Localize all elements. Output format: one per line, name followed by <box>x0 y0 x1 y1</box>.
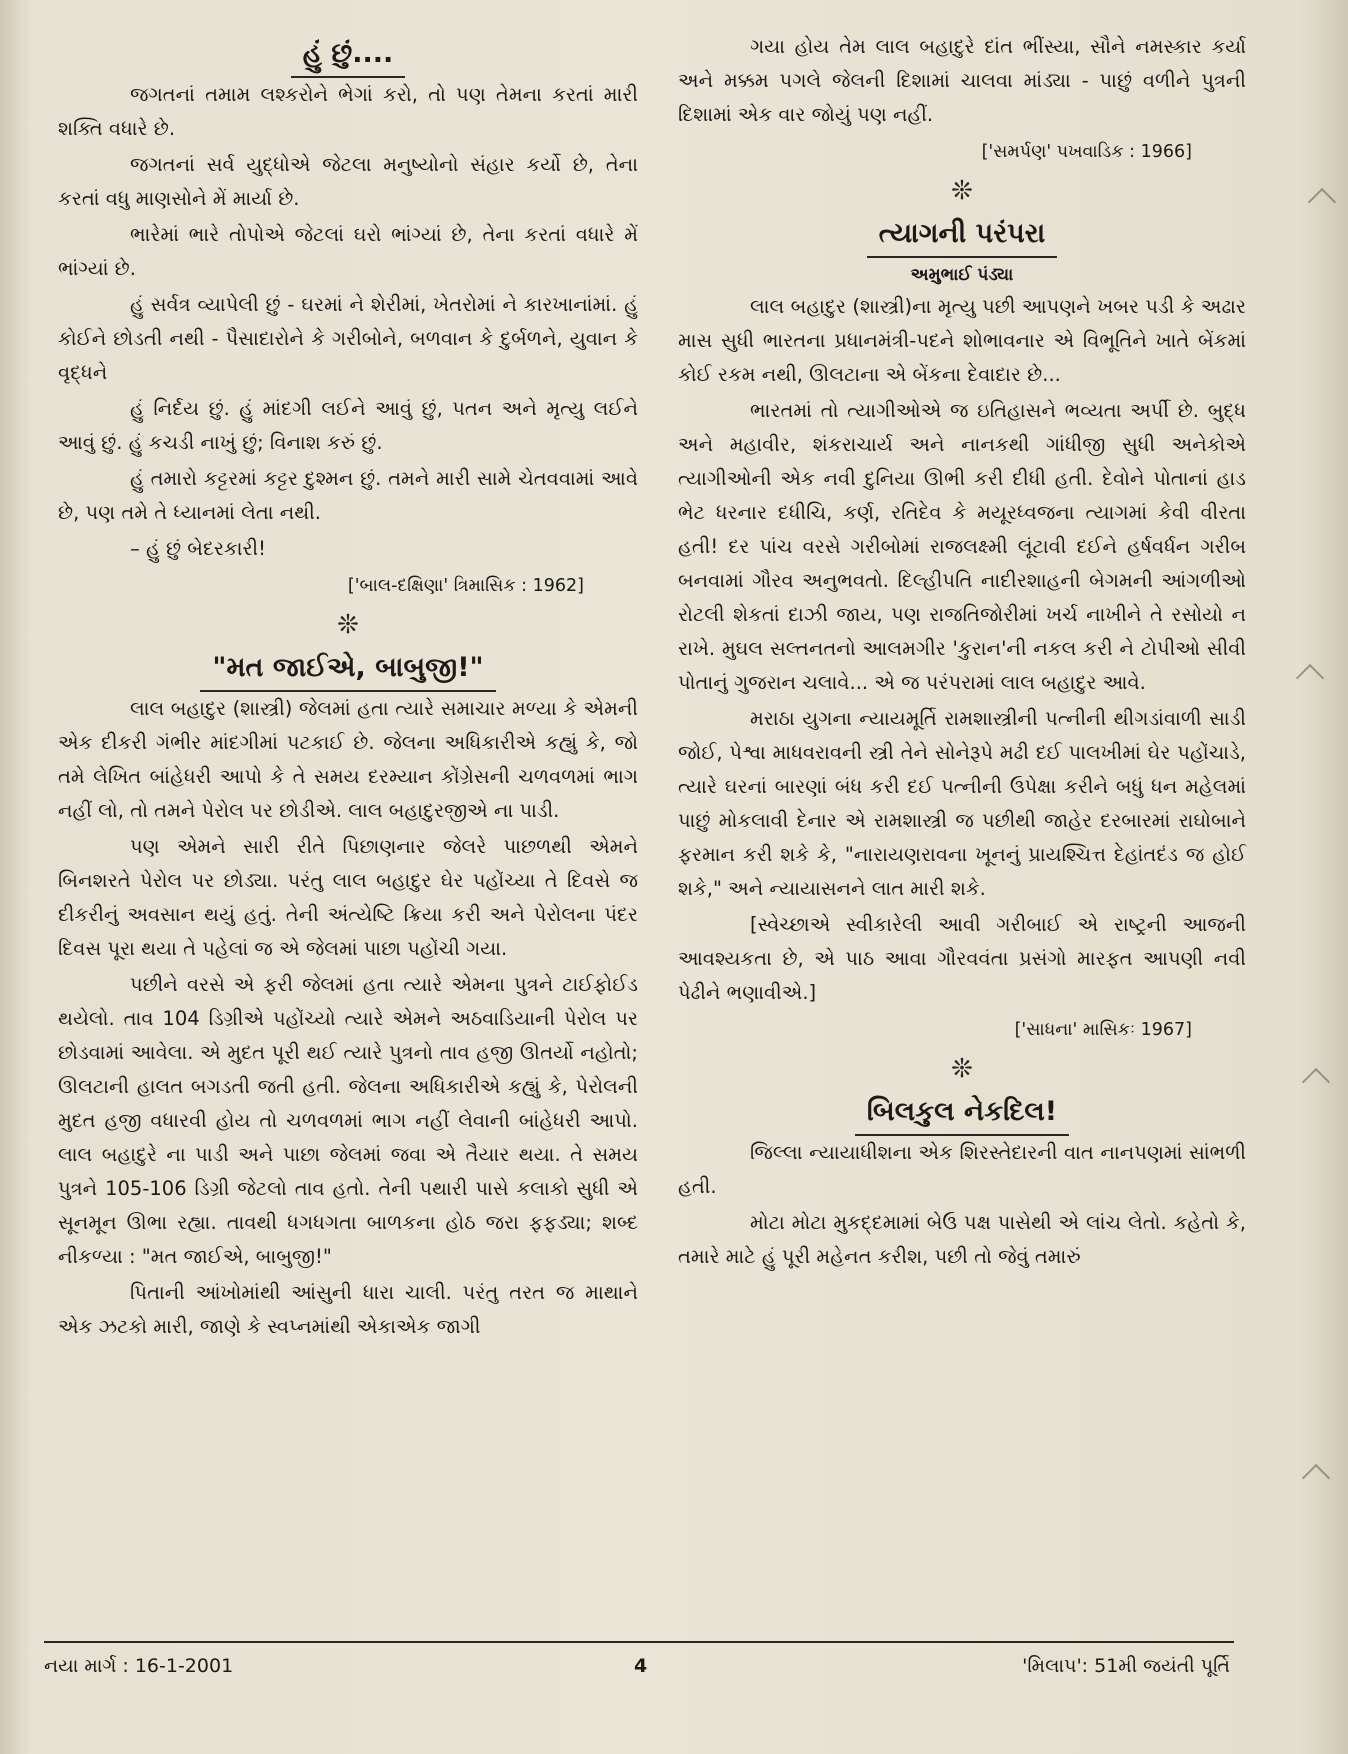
paragraph: મોટા મોટા મુકદ્દમામાં બેઉ પક્ષ પાસેથી એ લાંચ લેતો. કહેતો કે, તમારે માટે હું પૂરી મહેનત કરીશ, પછી તો જેવું તમારું <box>678 1211 1246 1268</box>
paragraph: હું તમારો કટ્ટરમાં કટ્ટર દુશ્મન છું. તમને મારી સામે ચેતવવામાં આવે છે, પણ તમે તે ધ્યાનમાં લેતા નથી. <box>58 467 638 524</box>
paragraph: જગતનાં તમામ લશ્કરોને ભેગાં કરો, તો પણ તેમના કરતાં મારી શક્તિ વધારે છે. <box>58 83 638 140</box>
paragraph: મરાઠા યુગના ન્યાયમૂર્તિ રામશાસ્ત્રીની પત્નીની થીગડાંવાળી સાડી જોઈ, પેશ્વા માધવરાવની સ્ત્રી તેને સોનેરૂપે મઢી દઈ પાલખીમાં ઘેર પહોંચાડે, ત્યારે ઘરનાં બારણાં બંધ કરી દઈ પત્નીની ઉપેક્ષા કરીને બધું ધન મહેલમાં પાછું મોકલાવી દેનાર એ રામશાસ્ત્રી જ પછીથી જાહેર દરબારમાં રાઘોબાને ફરમાન કરી શકે કે, "નારાયણરાવના ખૂનનું પ્રાયશ્ચિત્ત દેહાંતદંડ જ હોઈ શકે," અને ન્યાયાસનને લાત મારી શકે. <box>678 707 1246 900</box>
page-edge-mark-icon <box>1296 664 1324 692</box>
editor-note: [સ્વેચ્છાએ સ્વીકારેલી આવી ગરીબાઈ એ રાષ્ટ્રની આજની આવશ્યકતા છે, એ પાઠ આવા ગૌરવવંતા પ્રસંગો મારફત આપણી નવી પેઢીને ભણાવીએ.] <box>678 913 1246 1004</box>
right-column <box>678 30 1246 1276</box>
paragraph: ભારતમાં તો ત્યાગીઓએ જ ઇતિહાસને ભવ્યતા અર્પી છે. બુદ્ધ અને મહાવીર, શંકરાચાર્ય અને નાનકથી ગાંધીજી સુધી અનેકોએ ત્યાગીઓની એક નવી દુનિયા ઊભી કરી દીધી હતી. દેવોને પોતાનાં હાડ ભેટ ધરનાર દધીચિ, કર્ણ, રતિદેવ કે મયૂરધ્વજના ત્યાગમાં કેવી વીરતા હતી! દર પાંચ વરસે ગરીબોમાં રાજલક્ષ્મી લૂંટાવી દઈને હર્ષવર્ધન ગરીબ બનવામાં ગૌરવ અનુભવતો. દિલ્હીપતિ નાદીરશાહની બેગમની આંગળીઓ રોટલી શેકતાં દાઝી જાય, પણ રાજતિજોરીમાં ખર્ચ નાખીને તે રસોયો ન રાખે. મુઘલ સલ્તનતનો આલમગીર 'કુરાન'ની નકલ કરી ને ટોપીઓ સીવી પોતાનું ગુજરાન ચલાવે... એ જ પરંપરામાં લાલ બહાદુર આવે. <box>678 399 1246 694</box>
article-author: અમુભાઈ પંડ્યા <box>910 265 1014 285</box>
article-source: ['સમર્પણ' પખવાડિક : 1966] <box>981 142 1192 162</box>
paragraph: હું નિર્દય છું. હું માંદગી લઈને આવું છું, પતન અને મૃત્યુ લઈને આવું છું. હું કચડી નાખું છું; વિનાશ કરું છું. <box>58 397 638 454</box>
page-edge-mark-icon <box>1302 1464 1330 1492</box>
footer-supplement-title: 'મિલાપ': 51મી જયંતી પૂર્તિ <box>1022 1655 1230 1677</box>
footer-publication-date: નયા માર્ગ : 16-1-2001 <box>44 1655 234 1677</box>
article-title-hu-chhu: હું છું.... <box>58 34 638 78</box>
paragraph: લાલ બહાદુર (શાસ્ત્રી)ના મૃત્યુ પછી આપણને ખબર પડી કે અઢાર માસ સુધી ભારતના પ્રધાનમંત્રી-પદને શોભાવનાર એ વિભૂતિને ખાતે બેંકમાં કોઈ રકમ નથી, ઊલટાના એ બેંકના દેવાદાર છે... <box>678 295 1246 386</box>
paragraph: પિતાની આંખોમાંથી આંસુની ધારા ચાલી. પરંતુ તરત જ માથાને એક ઝટકો મારી, જાણે કે સ્વપ્નમાંથી એકાએક જાગી <box>58 1281 638 1338</box>
divider-ornament-icon: ❊ <box>951 176 973 206</box>
paragraph: લાલ બહાદુર (શાસ્ત્રી) જેલમાં હતા ત્યારે સમાચાર મળ્યા કે એમની એક દીકરી ગંભીર માંદગીમાં પટકાઈ છે. જેલના અધિકારીએ કહ્યું કે, જો તમે લેખિત બાંહેધરી આપો કે તે સમય દરમ્યાન કોંગ્રેસની ચળવળમાં ભાગ નહીં લો, તો તમને પેરોલ પર છોડીએ. લાલ બહાદુરજીએ ના પાડી. <box>58 697 638 822</box>
article-source: ['બાલ-દક્ષિણા' ત્રિમાસિક : 1962] <box>347 576 584 596</box>
article-title-bilkul-nekdil: બિલકુલ નેકદિલ! <box>678 1092 1246 1136</box>
article-source: ['સાધના' માસિકઃ 1967] <box>1014 1020 1192 1040</box>
paragraph: જગતનાં સર્વ યુદ્ધોએ જેટલા મનુષ્યોનો સંહાર કર્યો છે, તેના કરતાં વધુ માણસોને મેં માર્યા છે. <box>58 153 638 210</box>
paragraph: પછીને વરસે એ ફરી જેલમાં હતા ત્યારે એમના પુત્રને ટાઈફોઈડ થયેલો. તાવ 104 ડિગ્રીએ પહોંચ્યો ત્યારે એમને અઠવાડિયાની પેરોલ પર છોડવામાં આવેલા. એ મુદત પૂરી થઈ ત્યારે પુત્રનો તાવ હજી ઊતર્યો નહોતો; ઊલટાની હાલત બગડતી જતી હતી. જેલના અધિકારીએ કહ્યું કે, પેરોલની મુદત હજી વધારવી હોય તો ચળવળમાં ભાગ નહીં લેવાની બાંહેધરી આપો. લાલ બહાદુરે ના પાડી અને પાછા જેલમાં જવા એ તૈયાર થયા. તે સમય પુત્રને 105-106 ડિગ્રી જેટલો તાવ હતો. તેની પથારી પાસે કલાકો સુધી એ સૂનમૂન ઊભા રહ્યા. તાવથી ધગધગતા બાળકના હોઠ જરા ફફડ્યા; શબ્દ નીકળ્યા : "મત જાઈએ, બાબુજી!" <box>58 973 638 1268</box>
article-title-mat-jaiye: "મત જાઈએ, બાબુજી!" <box>58 648 638 692</box>
paragraph: પણ એમને સારી રીતે પિછાણનાર જેલરે પાછળથી એમને બિનશરતે પેરોલ પર છોડ્યા. પરંતુ લાલ બહાદુર ઘેર પહોંચ્યા તે દિવસે જ દીકરીનું અવસાન થયું હતું. તેની અંત્યેષ્ટિ ક્રિયા કરી અને પેરોલના પંદર દિવસ પૂરા થયા તે પહેલાં જ એ જેલમાં પાછા પહોંચી ગયા. <box>58 835 638 960</box>
divider-ornament-icon: ❊ <box>951 1054 973 1084</box>
left-column <box>58 30 638 1346</box>
page-edge-mark-icon <box>1308 188 1336 216</box>
paragraph-continued: ગયા હોય તેમ લાલ બહાદુરે દાંત ભીંસ્યા, સૌને નમસ્કાર કર્યા અને મક્કમ પગલે જેલની દિશામાં ચાલવા માંડ્યા - પાછું વળીને પુત્રની દિશામાં એક વાર જોયું પણ નહીં. <box>678 35 1246 126</box>
paragraph: હું સર્વત્ર વ્યાપેલી છું - ઘરમાં ને શેરીમાં, ખેતરોમાં ને કારખાનાંમાં. હું કોઈને છોડતી નથી - પૈસાદારોને કે ગરીબોને, બળવાન કે દુર્બળને, યુવાન કે વૃદ્ધને <box>58 293 638 384</box>
paragraph: જિલ્લા ન્યાયાધીશના એક શિરસ્તેદારની વાત નાનપણમાં સાંભળી હતી. <box>678 1141 1246 1198</box>
article-signature: – હું છું બેદરકારી! <box>130 537 266 560</box>
footer-rule <box>44 1641 1234 1643</box>
divider-ornament-icon: ❊ <box>337 610 359 640</box>
page-edge-mark-icon <box>1302 1068 1330 1096</box>
article-title-tyagni-parampara: ત્યાગની પરંપરા <box>678 214 1246 258</box>
paragraph: ભારેમાં ભારે તોપોએ જેટલાં ઘરો ભાંગ્યાં છે, તેના કરતાં વધારે મેં ભાંગ્યાં છે. <box>58 223 638 280</box>
page-number: 4 <box>634 1655 648 1677</box>
